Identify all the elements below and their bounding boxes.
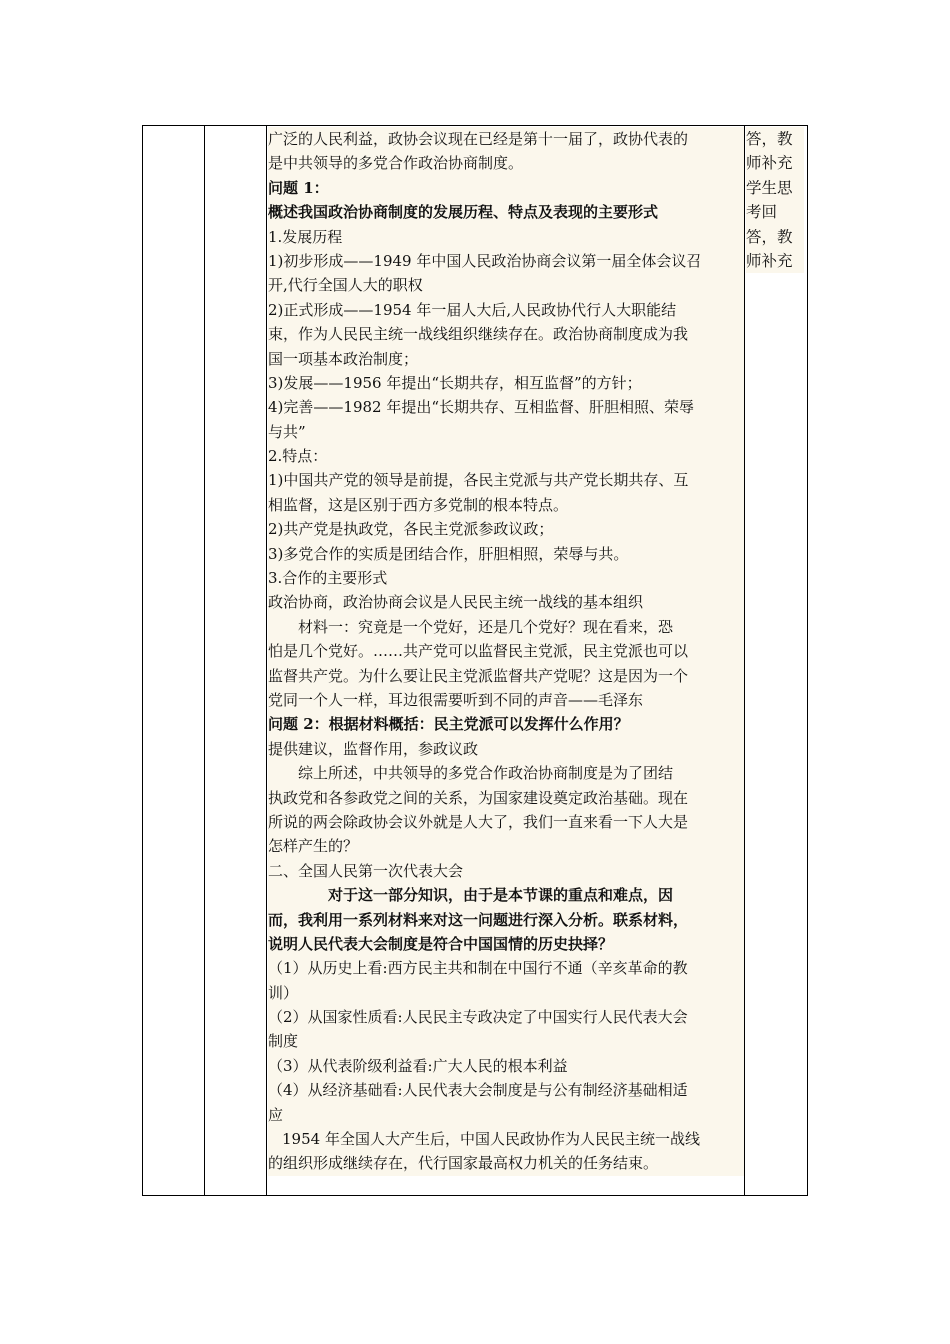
content-line: 而，我利用一系列材料来对这一问题进行深入分析。联系材料，	[268, 908, 744, 932]
note-line: 学生思	[746, 176, 804, 200]
content-line: 问题 2：根据材料概括：民主党派可以发挥什么作用？	[268, 712, 744, 736]
content-line: 执政党和各参政党之间的关系，为国家建设奠定政治基础。现在	[268, 786, 744, 810]
content-line: 1)中国共产党的领导是前提，各民主党派与共产党长期共存、互	[268, 468, 744, 492]
note-line: 师补充	[746, 249, 804, 273]
column-divider	[744, 126, 745, 1195]
content-line: 2.特点：	[268, 444, 744, 468]
content-line: 1.发展历程	[268, 225, 744, 249]
note-line: 考回	[746, 200, 804, 224]
content-line: 怕是几个党好。……共产党可以监督民主党派，民主党派也可以	[268, 639, 744, 663]
content-line: 材料一：究竟是一个党好，还是几个党好？现在看来，恐	[268, 615, 744, 639]
content-line: 怎样产生的？	[268, 834, 744, 858]
note-line: 答，教	[746, 127, 804, 151]
content-line: 应	[268, 1103, 744, 1127]
content-line: 问题 1：	[268, 176, 744, 200]
content-line: 是中共领导的多党合作政治协商制度。	[268, 151, 744, 175]
lesson-table	[142, 125, 808, 1196]
content-line: 政治协商，政治协商会议是人民民主统一战线的基本组织	[268, 590, 744, 614]
column-divider	[204, 126, 205, 1195]
content-line: 3.合作的主要形式	[268, 566, 744, 590]
content-line: 说明人民代表大会制度是符合中国国情的历史抉择？	[268, 932, 744, 956]
content-line: 国一项基本政治制度；	[268, 347, 744, 371]
content-line: 相监督，这是区别于西方多党制的根本特点。	[268, 493, 744, 517]
content-line: 3)多党合作的实质是团结合作，肝胆相照，荣辱与共。	[268, 542, 744, 566]
content-line: 二、全国人民第一次代表大会	[268, 859, 744, 883]
column-divider	[266, 126, 267, 1195]
content-line: 与共”	[268, 420, 744, 444]
content-line: 开,代行全国人大的职权	[268, 273, 744, 297]
content-line: 党同一个人一样，耳边很需要听到不同的声音——毛泽东	[268, 688, 744, 712]
lesson-content-cell	[268, 127, 744, 1176]
content-line: 束，作为人民民主统一战线组织继续存在。政治协商制度成为我	[268, 322, 744, 346]
note-line: 答，教	[746, 225, 804, 249]
content-line: 制度	[268, 1029, 744, 1053]
content-line: 2)正式形成——1954 年一届人大后,人民政协代行人大职能结	[268, 298, 744, 322]
content-line: 综上所述，中共领导的多党合作政治协商制度是为了团结	[268, 761, 744, 785]
content-line: 4)完善——1982 年提出“长期共存、互相监督、肝胆相照、荣辱	[268, 395, 744, 419]
content-line: 提供建议，监督作用，参政议政	[268, 737, 744, 761]
note-line: 师补充	[746, 151, 804, 175]
activity-notes-cell	[746, 127, 804, 273]
content-line: 所说的两会除政协会议外就是人大了，我们一直来看一下人大是	[268, 810, 744, 834]
content-line: 1954 年全国人大产生后，中国人民政协作为人民民主统一战线	[268, 1127, 744, 1151]
content-line: 训）	[268, 981, 744, 1005]
content-line: 监督共产党。为什么要让民主党派监督共产党呢？这是因为一个	[268, 664, 744, 688]
content-line: 广泛的人民利益，政协会议现在已经是第十一届了，政协代表的	[268, 127, 744, 151]
content-line: 概述我国政治协商制度的发展历程、特点及表现的主要形式	[268, 200, 744, 224]
content-line: 1)初步形成——1949 年中国人民政治协商会议第一届全体会议召	[268, 249, 744, 273]
content-line: （2）从国家性质看:人民民主专政决定了中国实行人民代表大会	[268, 1005, 744, 1029]
content-line: 的组织形成继续存在，代行国家最高权力机关的任务结束。	[268, 1151, 744, 1175]
content-line: 3)发展——1956 年提出“长期共存，相互监督”的方针；	[268, 371, 744, 395]
content-line: 对于这一部分知识，由于是本节课的重点和难点，因	[268, 883, 744, 907]
content-line: （4）从经济基础看:人民代表大会制度是与公有制经济基础相适	[268, 1078, 744, 1102]
content-line: （1）从历史上看:西方民主共和制在中国行不通（辛亥革命的教	[268, 956, 744, 980]
content-line: 2)共产党是执政党，各民主党派参政议政；	[268, 517, 744, 541]
content-line: （3）从代表阶级利益看:广大人民的根本利益	[268, 1054, 744, 1078]
